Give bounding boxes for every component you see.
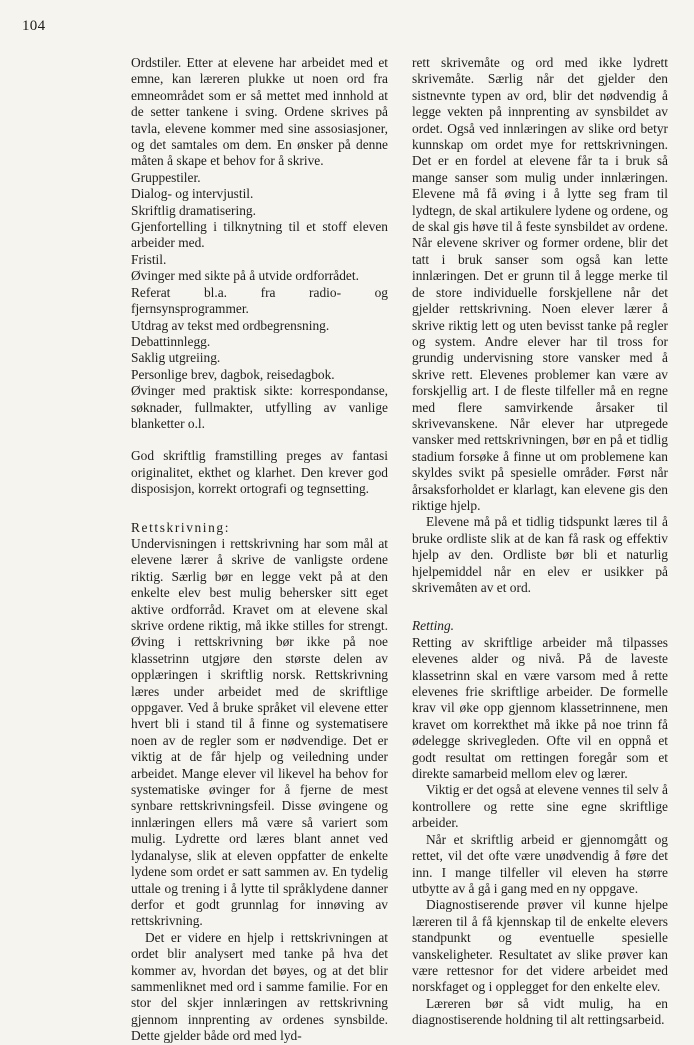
writing-forms-list [131,170,388,433]
summary-paragraph: God skriftlig framstilling preges av fantasi originalitet, ekthet og klarhet. Den krever god disposisjon, korrekt ortografi og tegnsetting. [131,448,388,497]
left-column [131,55,388,1045]
dictionary-paragraph: Elevene må på et tidlig tidspunkt læres til å bruke ordliste slik at de kan få rask og effektiv hjelp av den. Ordliste bør bli et naturlig hjelpemiddel når en elev er usikker på skrivemåten av et ord. [412,514,668,595]
list-item: Øvinger med sikte på å utvide ordforrådet. [131,268,359,284]
retting-paragraph: Viktig er det også at elevene vennes til selv å kontrollere og rette sine egne skriftlige arbeider. [412,782,668,831]
retting-paragraph: Når et skriftlig arbeid er gjennomgått og rettet, vil det ofte være unødvendig å føre det inn. I mange tilfeller vil eleven ha større utbytte av å gå i gang med en ny oppgave. [412,831,668,896]
list-item: Referat bl.a. fra radio- og fjernsynsprogrammer. [131,284,388,317]
rettskrivning-paragraph: Undervisningen i rettskrivning har som mål at elevene lærer å skrive de vanligste ordene riktig. Særlig bør en legge vekt på at den enkelte elev best mulig behersker sitt eget aktive ordforråd. Kravet om at elevene skal skrive ordene riktig, må ikke stilles for strengt. Øving i rettskrivning bør ikke på noe klassetrinn utgjøre den største delen av opplæringen i skriftlig norsk. Rettskrivning læres under arbeidet med de skriftlige oppgaver. Ved å bruke språket vil elevene etter hvert bli i stand til å finne og systematisere noen av de regler som er nødvendige. Det er viktig at de får hjelp og veiledning under arbeidet. Mange elever vil likevel ha behov for systematiske øvinger for å fjerne de mest synbare rettskrivningsfeil. Disse øvingene og innlæringen ellers må være så variert som mulig. Lydrette ord læres blant annet ved lydanalyse, slik at eleven oppfatter de enkelte lydene som ordet er satt sammen av. En tydelig uttale og trening i å lytte til språklydene danner derfor et godt grunnlag for innøving av rettskrivning. [131,535,388,929]
right-column [412,55,668,1029]
list-item: Øvinger med praktisk sikte: korrespondanse, søknader, fullmakter, utfylling av vanlige blanketter o.l. [131,383,388,431]
list-item: Skriftlig dramatisering. [131,202,256,218]
section-heading-rettskrivning: Rettskrivning: [131,519,231,535]
page-number: 104 [22,18,46,34]
retting-paragraph: Retting av skriftlige arbeider må tilpasses elevenes alder og nivå. På de laveste klassetrinn skal en være varsom med å rette elevenes frie skriftlige arbeider. De formelle krav vil øke opp gjennom klassetrinnene, men kravet om korrekthet må ikke på noe trinn få ødelegge skrivegleden. Ofte vil en oppnå et godt resultat om rettingen foregår som et direkte samarbeid mellom elev og lærer. [412,634,668,782]
retting-paragraph: Diagnostiserende prøver vil kunne hjelpe læreren til å få kjennskap til de enkelte elevers standpunkt og eventuelle spesielle vanskeligheter. Resultatet av slike prøver kan være rettesnor for det videre arbeidet med norskfaget og i opplegget for den enkelte elev. [412,897,668,995]
spacer [131,498,388,520]
retting-paragraph: Læreren bør så vidt mulig, ha en diagnostiserende holdning til alt rettingsarbeid. [412,995,668,1028]
list-item: Fristil. [131,251,167,267]
continuation-paragraph: rett skrivemåte og ord med ikke lydrett skrivemåte. Særlig når det gjelder den sistnevnte typen av ord, blir det nødvendig å legge vekten på innprenting av synsbildet av ordet. Også ved innlæringen av slike ord betyr kunnskap om ordet mye for rettskrivningen. Det er en fordel at elevene får ta i bruk så mange sanser som mulig under innlæringen. Elevene må få øving i å lytte seg fram til lydtegn, de skal artikulere lydene og ordene, og de skal gis høve til å feste synsbildet av ordene. Når elevene skriver og former ordene, blir det tatt i bruk sanser som også kan lette innlæringen. Det er grunn til å legge merke til de store individuelle forskjellene når det gjelder rettskrivning. Noen elever lærer å skrive riktig lett og uten bevisst tanke på regler og system. Andre elever har til tross for grundig undervisning store vansker med å skrive rett. Elevenes problemer kan være av forskjellig art. I de fleste tilfeller må en regne med flere samvirkende årsaker til skrivevanskene. Når elever har utpregede vansker med rettskrivningen, bør en på et tidlig stadium forsøke å finne ut om problemene kan skyldes svikt på spesielle områder. Først når årsaksforholdet er klarlagt, kan elevene gis den riktige hjelp. [412,55,668,513]
list-item: Gruppestiler. [131,169,201,185]
intro-paragraph: Ordstiler. Etter at elevene har arbeidet med et emne, kan læreren plukke ut noen ord fra emneområdet som er så mettet med innhold at de setter tankene i sving. Ordene skrives på tavla, elevene kommer med sine assosiasjoner, og det samtales om dem. En ønsker på denne måten å skape et behov for å skrive. [131,55,388,169]
rettskrivning-paragraph: Det er videre en hjelp i rettskrivningen at ordet blir analysert med tanke på hva det kommer av, hvordan det bøyes, og at det blir sammenliknet med ord i samme familie. For en stor del skjer innlæringen av rettskrivning gjennom innprenting av ordenes synsbilde. Dette gjelder både ord med lyd- [131,929,388,1044]
list-item: Personlige brev, dagbok, reisedagbok. [131,366,335,382]
list-item: Debattinnlegg. [131,333,211,349]
list-item: Gjenfortelling i tilknytning til et stoff eleven arbeider med. [131,219,388,251]
spacer [131,432,388,448]
list-item: Utdrag av tekst med ordbegrensning. [131,317,330,333]
list-item: Saklig utgreiing. [131,350,221,366]
list-item: Dialog- og intervjustil. [131,186,254,202]
spacer [412,596,668,618]
section-heading-retting: Retting. [412,618,455,634]
